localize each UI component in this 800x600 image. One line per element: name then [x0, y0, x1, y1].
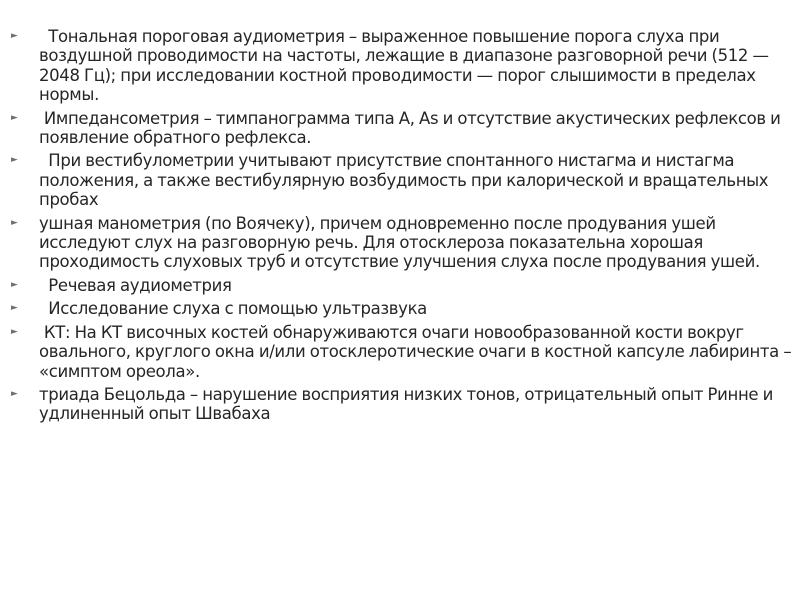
bullet-item-ear-manometry: [8, 214, 792, 272]
bullet-arrow-icon: ►: [11, 279, 18, 290]
bullet-arrow-icon: ►: [11, 155, 18, 166]
bullet-item-tonal-audiometry: [8, 27, 792, 105]
bullet-item-impedancemetry: [8, 109, 792, 148]
bullet-arrow-icon: ►: [11, 303, 18, 314]
bullet-text: Тональная пороговая аудиометрия – выраженное повышение порога слуха при воздушной проводимости на частоты, лежащие в диапазоне разговорной речи (512 — 2048 Гц); при исследовании костной проводимости — порог слышимости в пределах нормы.: [39, 27, 774, 105]
bullet-item-bezold-triad: [8, 385, 792, 424]
bullet-text: При вестибулометрии учитывают присутствие спонтанного нистагма и нистагма положения, а также вестибулярную возбудимость при калорической и вращательных пробах: [39, 151, 773, 210]
bullet-item-ct: [8, 322, 796, 381]
bullet-text: ушная манометрия (по Воячеку), причем одновременно после продувания ушей исследуют слух на разговорную речь. Для отосклероза показательна хорошая проходимость слуховых труб и отсутствие улучшения слуха после продувания ушей.: [39, 213, 760, 272]
bullet-item-speech-audiometry: [8, 276, 792, 295]
bullet-item-vestibulometry: [8, 151, 792, 209]
bullet-text: триада Бецольда – нарушение восприятия низких тонов, отрицательный опыт Ринне и удлиненный опыт Швабаха: [39, 384, 778, 424]
bullet-arrow-icon: ►: [11, 217, 18, 228]
bullet-arrow-icon: ►: [11, 31, 18, 41]
bullet-text: КТ: На КТ височных костей обнаруживаются очаги новообразованной кости вокруг овального, круглого окна и/или отосклеротические очаги в костной капсуле лабиринта – «симптом ореола».: [39, 322, 796, 381]
bullet-arrow-icon: ►: [11, 326, 18, 337]
bullet-arrow-icon: ►: [11, 112, 18, 123]
bullet-text: Исследование слуха с помощью ультразвука: [39, 299, 427, 319]
bullet-item-ultrasound-hearing: [8, 299, 792, 318]
bullet-arrow-icon: ►: [11, 388, 18, 399]
bullet-text: Речевая аудиометрия: [39, 275, 232, 295]
bullet-list: [8, 27, 796, 428]
bullet-text: Импедансометрия – тимпанограмма типа А, As и отсутствие акустических рефлексов и появление обратного рефлекса.: [39, 108, 785, 148]
